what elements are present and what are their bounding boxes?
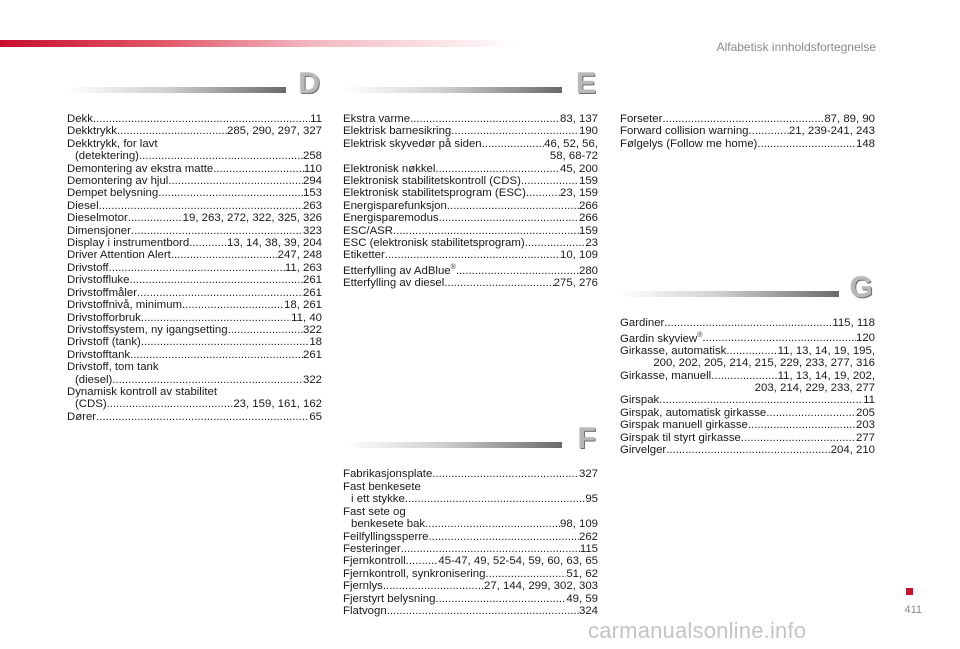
index-entry[interactable]: Driver Attention Alert ..... 247, 248	[67, 249, 322, 261]
index-entry[interactable]: ESC (elektronisk stabilitetsprogram) ..... 23	[343, 237, 598, 249]
index-entry[interactable]: Etiketter ..... 10, 109	[343, 249, 598, 261]
index-entry[interactable]: (CDS) ..... 23, 159, 161, 162	[67, 398, 322, 410]
index-entry[interactable]: Dieselmotor ..... 19, 263, 272, 322, 325, 326	[67, 212, 322, 224]
section-letter-f: F	[577, 422, 596, 456]
index-entry[interactable]: Girspak, automatisk girkasse ..... 205	[620, 407, 875, 419]
index-entry[interactable]: Drivstoffmåler ..... 261	[67, 287, 322, 299]
index-entry[interactable]: Energisparefunksjon ..... 266	[343, 200, 598, 212]
index-entry[interactable]: Fjernkontroll, synkronisering ..... 51, 62	[343, 568, 598, 580]
index-entry[interactable]: Girvelger ..... 204, 210	[620, 444, 875, 456]
index-entry[interactable]: Flatvogn ..... 324	[343, 605, 598, 617]
index-entry[interactable]: Drivstoffluke ..... 261	[67, 274, 322, 286]
index-entry[interactable]: Dimensjoner ..... 323	[67, 225, 322, 237]
index-entry[interactable]: Girspak til styrt girkasse ..... 277	[620, 432, 875, 444]
index-entry[interactable]: Etterfylling av AdBlue® ..... 280	[343, 262, 598, 277]
page-marker-square	[906, 588, 913, 595]
index-entry[interactable]: Display i instrumentbord ..... 13, 14, 38, 39, 204	[67, 237, 322, 249]
index-entry-heading: Fast benkesete	[343, 480, 421, 493]
index-entry[interactable]: Drivstoff ..... 11, 263	[67, 262, 322, 274]
page-header-title: Alfabetisk innholdsfortegnelse	[716, 40, 876, 54]
top-accent-bar	[0, 40, 520, 47]
index-entry[interactable]: Elektrisk barnesikring ..... 190	[343, 125, 598, 137]
section-divider-bar	[343, 442, 562, 448]
index-entry[interactable]: (diesel) ..... 322	[67, 374, 322, 386]
section-header-d	[67, 67, 322, 113]
section-letter-d: D	[298, 67, 320, 100]
index-entry[interactable]: Demontering av hjul ..... 294	[67, 175, 322, 187]
index-entry[interactable]: Fjerstyrt belysning ..... 49, 59	[343, 593, 598, 605]
index-entry-heading: Fast sete og	[343, 505, 406, 518]
index-entry-heading: Drivstoff, tom tank	[67, 361, 159, 374]
index-entry[interactable]: Energisparemodus ..... 266	[343, 212, 598, 224]
index-entry-pages-continued: 203, 214, 229, 233, 277	[754, 382, 875, 395]
index-entry[interactable]: Følgelys (Follow me home) ..... 148	[620, 138, 875, 150]
watermark: carmanualsonline.info	[588, 618, 807, 643]
section-divider-bar	[67, 87, 286, 93]
index-entry[interactable]: Forseter ..... 87, 89, 90	[620, 113, 875, 125]
column-e-f	[343, 67, 598, 617]
index-entry[interactable]: Forward collision warning ..... 21, 239-241, 243	[620, 125, 875, 137]
index-entry-pages-continued: 58, 68-72	[549, 150, 598, 163]
index-entry-heading: Dekktrykk, for lavt	[67, 137, 158, 150]
index-entry[interactable]: Fjernkontroll ..... 45-47, 49, 52-54, 59, 60, 63, 65	[343, 555, 598, 567]
section-header-g	[620, 271, 875, 317]
index-entry[interactable]: Ekstra varme ..... 83, 137	[343, 113, 598, 125]
index-entry[interactable]: Elektronisk nøkkel ..... 45, 200	[343, 163, 598, 175]
index-entry-heading: Dynamisk kontroll av stabilitet	[67, 385, 218, 398]
index-entry[interactable]: Drivstofftank ..... 261	[67, 349, 322, 361]
index-entry[interactable]: Elektronisk stabilitetsprogram (ESC) ..... 23, 159	[343, 187, 598, 199]
section-letter-e: E	[575, 67, 596, 100]
section-letter-g: G	[849, 271, 873, 305]
index-entry[interactable]: Feilfyllingssperre ..... 262	[343, 531, 598, 543]
section-header-f	[343, 422, 598, 468]
index-entry[interactable]: Demontering av ekstra matte ..... 110	[67, 163, 322, 175]
index-entry[interactable]: Girkasse, manuell ..... 11, 13, 14, 19, 202,	[620, 370, 875, 382]
index-entry[interactable]: ESC/ASR ..... 159	[343, 225, 598, 237]
index-entry[interactable]: Drivstofforbruk ..... 11, 40	[67, 312, 322, 324]
index-entry[interactable]: Girspak manuell girkasse ..... 203	[620, 419, 875, 431]
section-header-e	[343, 67, 598, 113]
index-entry[interactable]: Fabrikasjonsplate ..... 327	[343, 468, 598, 480]
column-f-g	[620, 82, 875, 456]
index-entry[interactable]: benkesete bak ..... 98, 109	[343, 518, 598, 530]
index-entry[interactable]: Dekk ..... 11	[67, 113, 322, 125]
index-entry-pages-continued: 200, 202, 205, 214, 215, 229, 233, 277, 316	[653, 357, 875, 370]
page-number: 411	[904, 604, 922, 616]
index-entry[interactable]: Dører ..... 65	[67, 411, 322, 423]
index-entry[interactable]: Dempet belysning ..... 153	[67, 187, 322, 199]
index-entry[interactable]: Elektrisk skyvedør på siden ..... 46, 52, 56,	[343, 138, 598, 150]
index-entry[interactable]: Dekktrykk ..... 285, 290, 297, 327	[67, 125, 322, 137]
column-d	[67, 67, 322, 423]
index-entry[interactable]: Fjernlys ..... 27, 144, 299, 302, 303	[343, 580, 598, 592]
index-entry[interactable]: Etterfylling av diesel ..... 275, 276	[343, 277, 598, 289]
index-entry[interactable]: i ett stykke ..... 95	[343, 493, 598, 505]
index-entry[interactable]: (detektering) ..... 258	[67, 150, 322, 162]
section-divider-bar	[620, 291, 839, 297]
index-entry[interactable]: Elektronisk stabilitetskontroll (CDS) ..... 159	[343, 175, 598, 187]
index-entry[interactable]: Gardiner ..... 115, 118	[620, 317, 875, 329]
index-entry[interactable]: Diesel ..... 263	[67, 200, 322, 212]
section-divider-bar	[343, 87, 562, 93]
index-entry[interactable]: Girspak ..... 11	[620, 394, 875, 406]
index-entry[interactable]: Girkasse, automatisk ..... 11, 13, 14, 19, 195,	[620, 345, 875, 357]
index-entry[interactable]: Festeringer ..... 115	[343, 543, 598, 555]
index-entry[interactable]: Drivstoff (tank) ..... 18	[67, 336, 322, 348]
index-entry[interactable]: Gardin skyview® ..... 120	[620, 330, 875, 345]
index-entry[interactable]: Drivstoffnivå, minimum ..... 18, 261	[67, 299, 322, 311]
index-entry[interactable]: Drivstoffsystem, ny igangsetting ..... 322	[67, 324, 322, 336]
